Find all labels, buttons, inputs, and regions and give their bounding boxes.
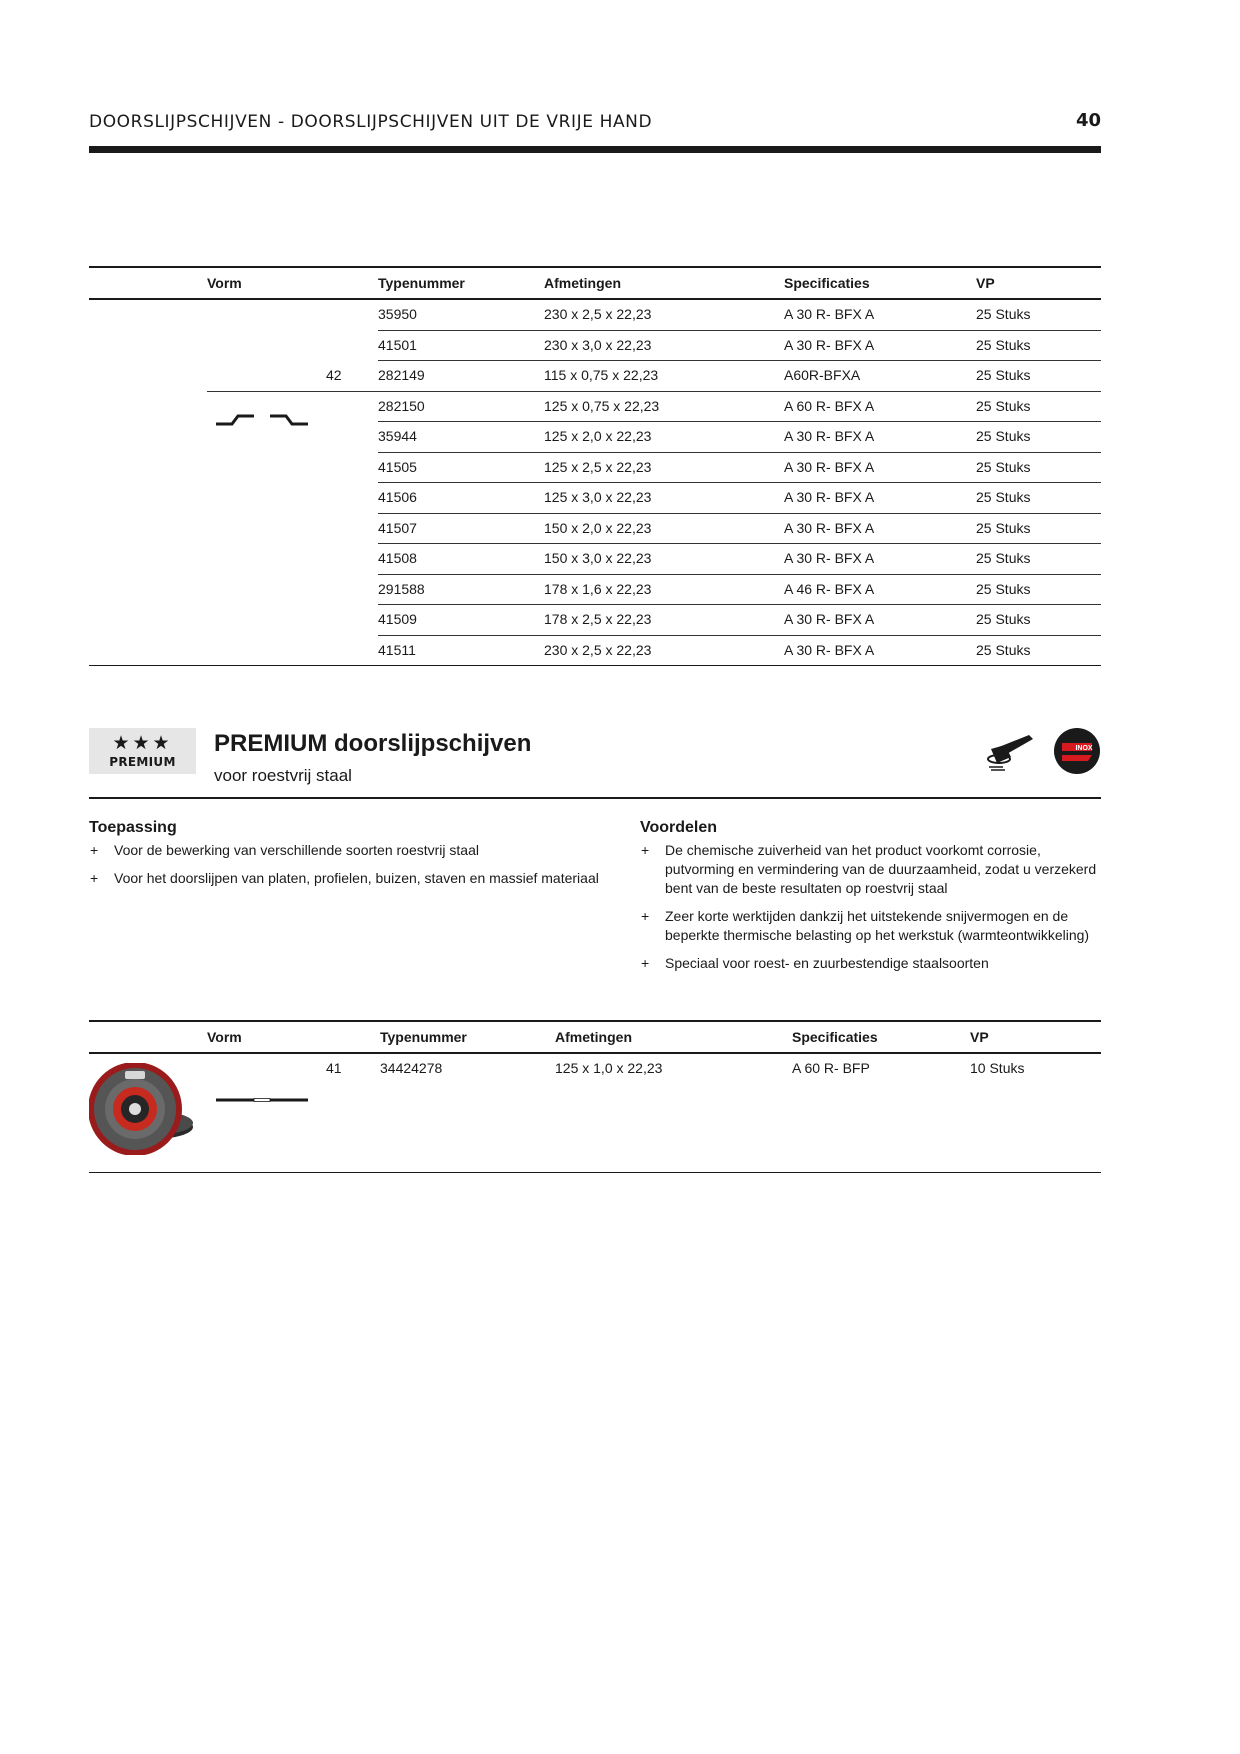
cell-vp: 25 Stuks: [976, 428, 1031, 444]
bullet-plus: +: [90, 870, 99, 886]
cell-afmetingen: 125 x 3,0 x 22,23: [544, 489, 652, 505]
table-row: [378, 483, 1101, 514]
list-item: [89, 841, 629, 860]
list-item-text: Voor de bewerking van verschillende soorten roestvrij staal: [114, 842, 479, 858]
col-afmetingen: Afmetingen: [555, 1029, 632, 1045]
cell-typenummer: 41511: [378, 641, 416, 658]
shape-number: 42: [326, 367, 342, 383]
cell-typenummer: 41509: [378, 611, 417, 627]
cell-afmetingen: 125 x 2,0 x 22,23: [544, 428, 652, 444]
cell-vp: 25 Stuks: [976, 489, 1031, 505]
cell-specificaties: A 30 R- BFX A: [784, 336, 875, 353]
table-row: [378, 514, 1101, 545]
cell-vp: 25 Stuks: [976, 580, 1031, 597]
inox-icon: [1054, 728, 1100, 774]
toepassing-list: [89, 841, 629, 897]
list-item-text: Zeer korte werktijden dankzij het uitstekende snijvermogen en de beperkte thermische belasting op het werkstuk (warmteontwikkeling): [665, 908, 1090, 943]
table-bottom-rule: [89, 1172, 1101, 1173]
cell-specificaties: A 30 R- BFX A: [784, 550, 875, 566]
col-specificaties: Specificaties: [792, 1029, 878, 1045]
cell-afmetingen: 230 x 2,5 x 22,23: [544, 641, 652, 658]
voordelen-heading: Voordelen: [640, 819, 718, 836]
disc-profile-shape-42-icon: [216, 413, 308, 427]
section-subtitle: voor roestvrij staal: [214, 766, 352, 785]
col-specificaties: Specificaties: [784, 275, 870, 291]
cell-vp: 25 Stuks: [976, 519, 1031, 536]
cell-afmetingen: 230 x 2,5 x 22,23: [544, 306, 652, 322]
table-bottom-rule: [89, 665, 1101, 666]
table-row: [378, 575, 1101, 606]
cell-typenummer: 34424278: [380, 1060, 443, 1076]
table-row: [378, 544, 1101, 575]
section-rule: [89, 797, 1101, 799]
cell-typenummer: 41508: [378, 550, 417, 566]
cell-afmetingen: 150 x 2,0 x 22,23: [544, 519, 652, 536]
section-title: PREMIUM doorslijpschijven: [214, 730, 532, 757]
cell-typenummer: 35944: [378, 428, 417, 444]
list-item: [89, 869, 629, 888]
cell-specificaties: A 30 R- BFX A: [784, 641, 875, 658]
table-row: [207, 361, 1101, 392]
cell-vp: 25 Stuks: [976, 367, 1031, 383]
header-rule: [89, 146, 1101, 153]
bullet-plus: +: [641, 842, 650, 858]
cell-specificaties: A 30 R- BFX A: [784, 519, 875, 536]
cell-specificaties: A 30 R- BFX A: [784, 306, 875, 322]
cell-typenummer: 41507: [378, 519, 417, 536]
angle-grinder-icon: [985, 733, 1037, 773]
bullet-plus: +: [90, 842, 99, 858]
disc-profile-shape-41-icon: [216, 1096, 308, 1104]
col-vorm: Vorm: [207, 275, 242, 291]
cell-vp: 25 Stuks: [976, 458, 1031, 475]
cell-typenummer: 282150: [378, 397, 425, 414]
cell-afmetingen: 125 x 1,0 x 22,23: [555, 1060, 663, 1076]
cell-vp: 25 Stuks: [976, 550, 1031, 566]
table-row: [378, 605, 1101, 636]
list-item-text: Voor het doorslijpen van platen, profielen, buizen, staven en massief materiaal: [114, 870, 599, 886]
table-row: [378, 300, 1101, 331]
cell-specificaties: A 30 R- BFX A: [784, 428, 875, 444]
cell-vp: 10 Stuks: [970, 1060, 1025, 1076]
table-header: [89, 1022, 1101, 1054]
cell-afmetingen: 125 x 0,75 x 22,23: [544, 397, 660, 414]
table-row: [378, 331, 1101, 362]
list-item: [640, 954, 1102, 973]
col-afmetingen: Afmetingen: [544, 275, 621, 291]
inox-label: INOX: [1075, 745, 1093, 752]
table-header: [89, 268, 1101, 300]
cell-specificaties: A 30 R- BFX A: [784, 489, 875, 505]
cell-typenummer: 35950: [378, 306, 417, 322]
list-item-text: Speciaal voor roest- en zuurbestendige staalsoorten: [665, 955, 989, 971]
col-vp: VP: [976, 275, 995, 291]
cell-afmetingen: 125 x 2,5 x 22,23: [544, 458, 652, 475]
voordelen-list: [640, 841, 1102, 982]
cell-vp: 25 Stuks: [976, 336, 1031, 353]
premium-label: PREMIUM: [109, 755, 176, 769]
table-row: [89, 1054, 1101, 1172]
header-title: DOORSLIJPSCHIJVEN - DOORSLIJPSCHIJVEN UIT DE VRIJE HAND: [89, 112, 653, 132]
table-row: [378, 636, 1101, 666]
cell-specificaties: A 30 R- BFX A: [784, 611, 875, 627]
cell-vp: 25 Stuks: [976, 641, 1031, 658]
col-typenummer: Typenummer: [378, 275, 465, 291]
cell-typenummer: 41501: [378, 336, 417, 353]
bullet-plus: +: [641, 955, 650, 971]
list-item-text: De chemische zuiverheid van het product voorkomt corrosie, putvorming en vermindering van de duurzaamheid, zodat u verzekerd bent van de beste resultaten op roestvrij staal: [665, 842, 1097, 896]
col-vorm: Vorm: [207, 1029, 242, 1045]
product-table-1: [89, 266, 1101, 666]
premium-badge: [89, 728, 196, 774]
shape-number: 41: [326, 1060, 342, 1076]
cell-specificaties: A 60 R- BFX A: [784, 397, 875, 414]
bullet-plus: +: [641, 908, 650, 924]
table-row: [378, 453, 1101, 484]
cell-typenummer: 291588: [378, 580, 425, 597]
cell-typenummer: 282149: [378, 367, 425, 383]
cell-specificaties: A60R-BFXA: [784, 367, 861, 383]
cell-vp: 25 Stuks: [976, 306, 1031, 322]
cell-typenummer: 41505: [378, 458, 417, 475]
cell-afmetingen: 150 x 3,0 x 22,23: [544, 550, 652, 566]
cell-vp: 25 Stuks: [976, 611, 1031, 627]
page-number: 40: [1075, 110, 1101, 131]
cutting-disc-photo: [89, 1063, 197, 1155]
cell-afmetingen: 115 x 0,75 x 22,23: [544, 367, 659, 383]
cell-specificaties: A 46 R- BFX A: [784, 580, 875, 597]
table-row: [378, 392, 1101, 423]
premium-stars: ★★★: [112, 733, 173, 754]
cell-afmetingen: 178 x 1,6 x 22,23: [544, 580, 652, 597]
col-typenummer: Typenummer: [380, 1029, 467, 1045]
list-item: [640, 907, 1102, 945]
cell-afmetingen: 230 x 3,0 x 22,23: [544, 336, 652, 353]
toepassing-heading: Toepassing: [89, 819, 177, 836]
list-item: [640, 841, 1102, 898]
cell-specificaties: A 60 R- BFP: [792, 1060, 870, 1076]
cell-typenummer: 41506: [378, 489, 417, 505]
cell-vp: 25 Stuks: [976, 397, 1031, 414]
col-vp: VP: [970, 1029, 989, 1045]
cell-afmetingen: 178 x 2,5 x 22,23: [544, 611, 652, 627]
cell-specificaties: A 30 R- BFX A: [784, 458, 875, 475]
table-row: [378, 422, 1101, 453]
